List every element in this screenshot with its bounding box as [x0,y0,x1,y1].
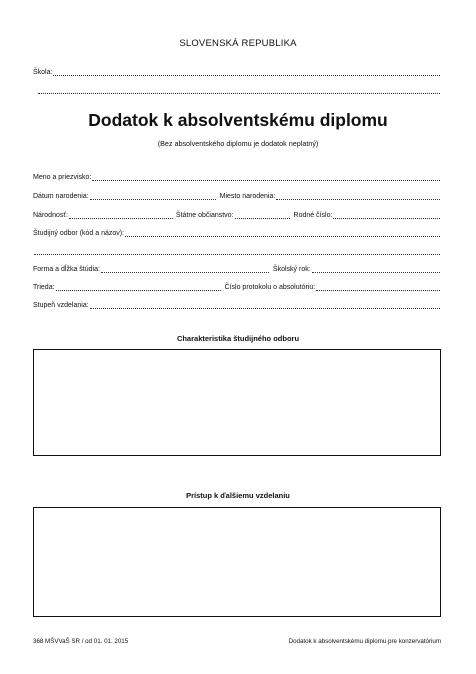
field-of-study-field[interactable] [125,229,440,237]
field-of-study-label: Študijný odbor (kód a názov): [33,230,125,237]
class-label: Trieda: [33,284,55,291]
name-field[interactable] [92,173,440,181]
education-level-label: Stupeň vzdelania: [33,302,89,309]
protocol-field[interactable] [316,283,440,291]
nationality-field[interactable] [69,211,173,219]
school-row [33,66,441,76]
name-row [33,171,441,181]
education-level-row [33,299,441,309]
birth-row [33,190,441,200]
field-of-study-row-continuation [33,245,441,255]
school-year-label: Školský rok: [272,266,311,273]
school-row-continuation [37,84,441,94]
document-title: Dodatok k absolventskému diplomu [88,110,388,130]
document-subtitle: (Bez absolventského diplomu je dodatok neplatný) [157,139,319,148]
study-form-row [33,263,441,273]
country-heading: SLOVENSKÁ REPUBLIKA [179,38,297,49]
school-field-line-2[interactable] [38,86,440,94]
name-label: Meno a priezvisko: [33,174,92,181]
citizenship-field[interactable] [235,211,290,219]
birth-number-field[interactable] [333,211,440,219]
field-of-study-field-line-2[interactable] [34,247,440,255]
class-row [33,281,441,291]
citizenship-label: Štátne občianstvo: [175,212,234,219]
class-field[interactable] [56,283,221,291]
footer-form-code: 368 MŠVVaŠ SR / od 01. 01. 2015 [33,638,129,645]
birth-place-field[interactable] [276,192,440,200]
further-education-box[interactable] [33,507,441,617]
birth-place-label: Miesto narodenia: [219,193,276,200]
characteristics-box[interactable] [33,349,441,456]
birth-date-label: Dátum narodenia: [33,193,89,200]
birth-date-field[interactable] [90,192,216,200]
footer-document-name: Dodatok k absolventskému diplomu pre konzervatórium [288,638,441,645]
birth-number-label: Rodné číslo: [293,212,333,219]
further-education-section-title: Prístup k ďalšiemu vzdelaniu [186,491,290,500]
nationality-label: Národnosť: [33,212,68,219]
characteristics-section-title: Charakteristika študijného odboru [176,334,300,343]
nationality-row [33,209,441,219]
protocol-label: Číslo protokolu o absolutóriu: [224,284,316,291]
field-of-study-row [33,227,441,237]
school-label: Škola: [33,69,53,76]
study-form-field[interactable] [101,265,269,273]
study-form-label: Forma a dĺžka štúdia: [33,266,100,273]
education-level-field[interactable] [90,301,440,309]
school-field[interactable] [53,68,440,76]
school-year-field[interactable] [312,265,440,273]
